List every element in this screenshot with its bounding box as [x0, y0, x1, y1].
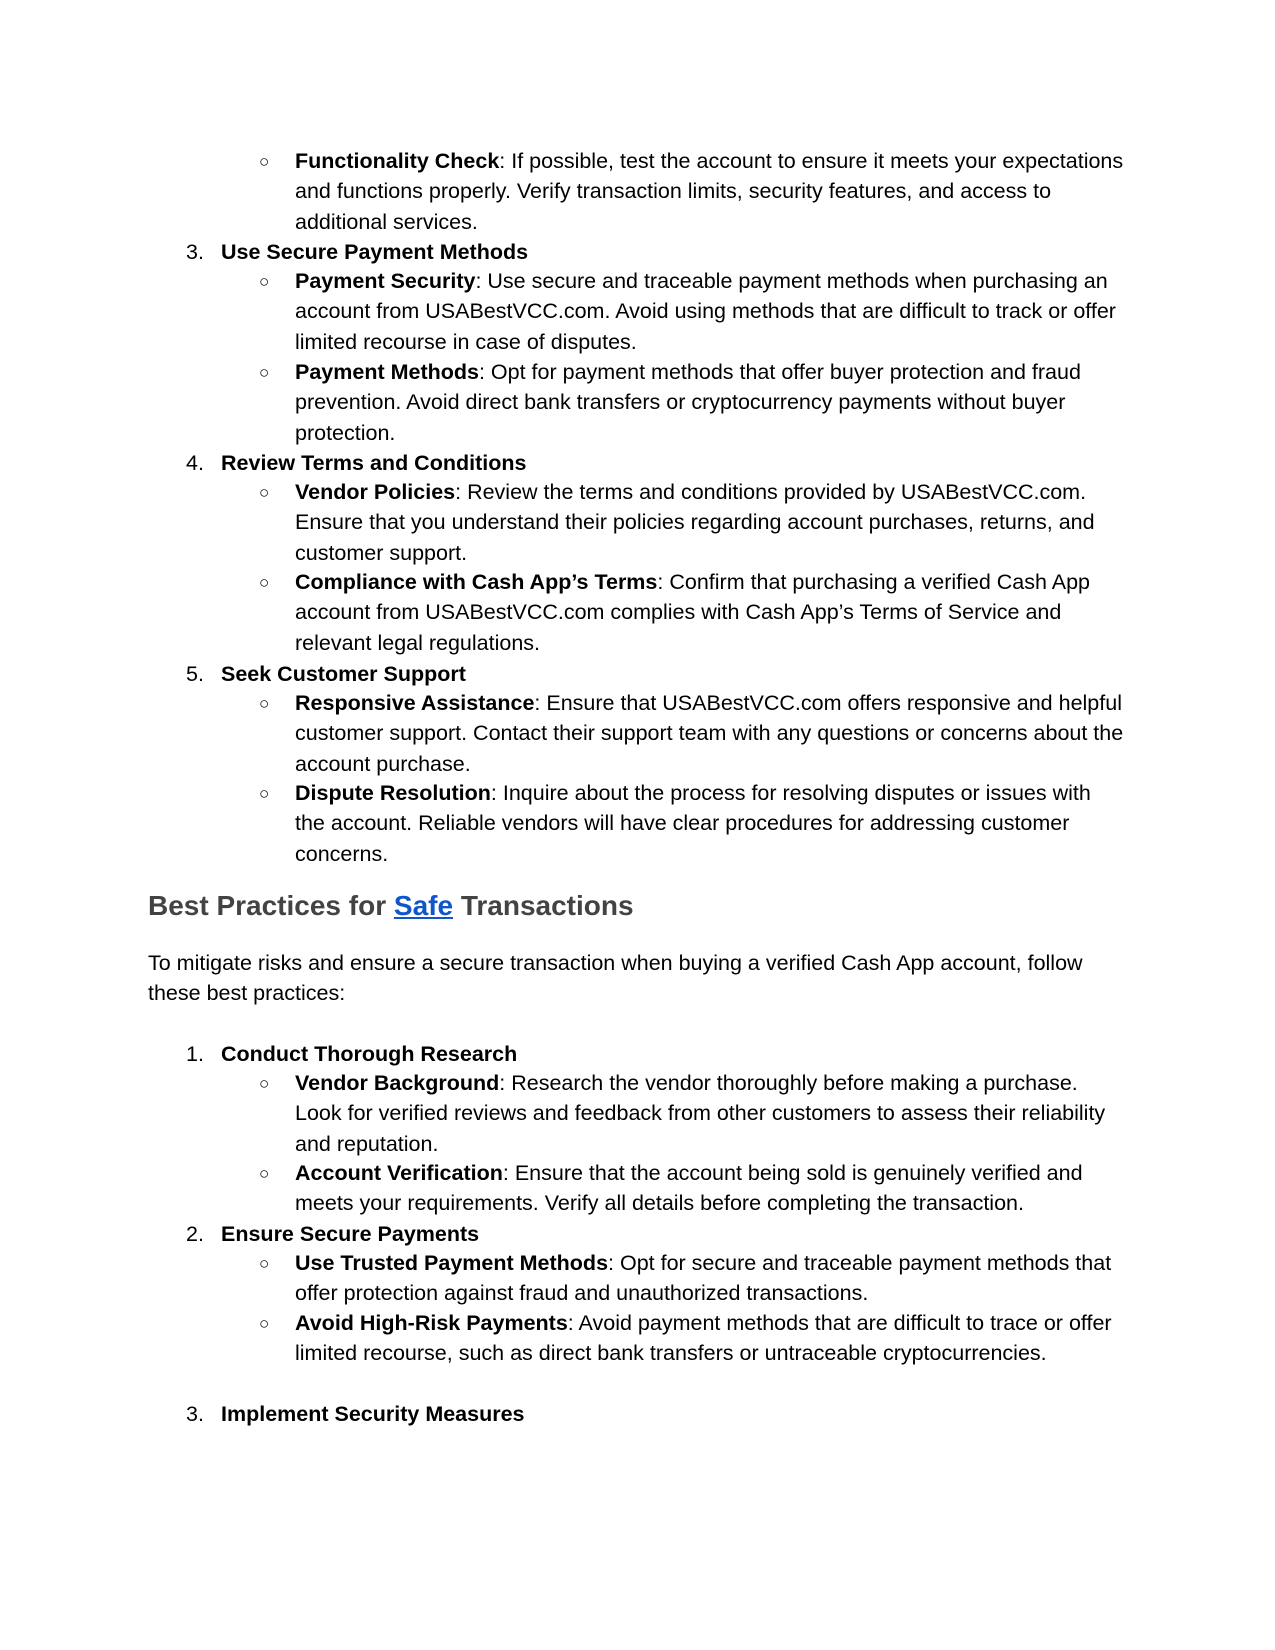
heading-text-after: Transactions — [453, 890, 634, 921]
bullet-term: Avoid High-Risk Payments — [295, 1311, 568, 1335]
section-heading — [148, 888, 634, 924]
list-item — [295, 778, 1125, 869]
list-item — [295, 688, 1125, 779]
bullet-text: : Confirm that purchasing a verified Cash App account from USABestVCC.com complies with Cash App’s Terms of Service and relevant legal regulations. — [295, 570, 1091, 655]
bullet-marker: ○ — [259, 784, 270, 803]
list-number: 1. — [186, 1042, 204, 1066]
bullet-text: : Research the vendor thoroughly before making a purchase. Look for verified reviews and feedback from other customers to assess their reliability and reputation. — [295, 1071, 1106, 1156]
bullet-term: Responsive Assistance — [295, 691, 535, 715]
bullet-marker: ○ — [259, 1314, 270, 1333]
list-item — [295, 357, 1125, 448]
bullet-marker: ○ — [259, 363, 270, 382]
list-item — [295, 1158, 1125, 1219]
list-item — [295, 1068, 1125, 1159]
list-number: 3. — [186, 240, 204, 264]
list-item-title: Use Secure Payment Methods — [221, 240, 529, 264]
bullet-marker: ○ — [259, 1074, 270, 1093]
list-number: 2. — [186, 1222, 204, 1246]
heading-text-before: Best Practices for — [148, 890, 394, 921]
bullet-marker: ○ — [259, 483, 270, 502]
list-item-title: Seek Customer Support — [221, 662, 466, 686]
list-item-title: Ensure Secure Payments — [221, 1222, 480, 1246]
list-item-title: Implement Security Measures — [221, 1402, 525, 1426]
bullet-text: : Inquire about the process for resolving disputes or issues with the account. Reliable vendors will have clear procedures for addressing customer concerns. — [295, 781, 1091, 866]
list-item-title: Review Terms and Conditions — [221, 451, 527, 475]
bullet-marker: ○ — [259, 1164, 270, 1183]
bullet-term: Vendor Background — [295, 1071, 500, 1095]
list-item — [295, 477, 1125, 568]
list-item-title: Conduct Thorough Research — [221, 1042, 518, 1066]
bullet-term: Vendor Policies — [295, 480, 456, 504]
bullet-marker: ○ — [259, 694, 270, 713]
list-number: 4. — [186, 451, 204, 475]
list-item — [295, 1248, 1125, 1309]
list-item — [295, 567, 1125, 658]
bullet-text: : Opt for payment methods that offer buyer protection and fraud prevention. Avoid direct bank transfers or cryptocurrency payments without buyer protection. — [295, 360, 1081, 445]
bullet-text: : Avoid payment methods that are difficult to trace or offer limited recourse, such as direct bank transfers or untraceable cryptocurrencies. — [295, 1311, 1112, 1366]
bullet-term: Account Verification — [295, 1161, 503, 1185]
bullet-text: : Use secure and traceable payment methods when purchasing an account from USABestVCC.com. Avoid using methods that are difficult to track or offer limited recourse in case of disputes. — [295, 269, 1116, 354]
list-item — [295, 266, 1125, 357]
bullet-marker: ○ — [259, 573, 270, 592]
bullet-term: Compliance with Cash App’s Terms — [295, 570, 658, 594]
bullet-text: : Ensure that the account being sold is genuinely verified and meets your requirements. Verify all details before completing the transaction. — [295, 1161, 1083, 1216]
bullet-text: : Ensure that USABestVCC.com offers responsive and helpful customer support. Contact their support team with any questions or concerns about the account purchase. — [295, 691, 1124, 776]
intro-paragraph: To mitigate risks and ensure a secure transaction when buying a verified Cash App account, follow these best practices: — [148, 951, 1083, 1006]
bullet-term: Payment Security — [295, 269, 476, 293]
bullet-marker: ○ — [259, 1254, 270, 1273]
bullet-term: Payment Methods — [295, 360, 479, 384]
list-item — [295, 146, 1125, 237]
bullet-term: Dispute Resolution — [295, 781, 491, 805]
bullet-text: : Review the terms and conditions provided by USABestVCC.com. Ensure that you understand their policies regarding account purchases, returns, and customer support. — [295, 480, 1095, 565]
bullet-marker: ○ — [259, 272, 270, 291]
bullet-term: Functionality Check — [295, 149, 500, 173]
list-number: 3. — [186, 1402, 204, 1426]
safe-link[interactable]: Safe — [393, 890, 454, 921]
bullet-marker: ○ — [259, 152, 270, 171]
bullet-text: : Opt for secure and traceable payment methods that offer protection against fraud and unauthorized transactions. — [295, 1251, 1112, 1306]
list-number: 5. — [186, 662, 204, 686]
bullet-term: Use Trusted Payment Methods — [295, 1251, 609, 1275]
bullet-text: : If possible, test the account to ensure it meets your expectations and functions properly. Verify transaction limits, security features, and access to additional services. — [295, 149, 1124, 234]
list-item — [295, 1308, 1125, 1369]
